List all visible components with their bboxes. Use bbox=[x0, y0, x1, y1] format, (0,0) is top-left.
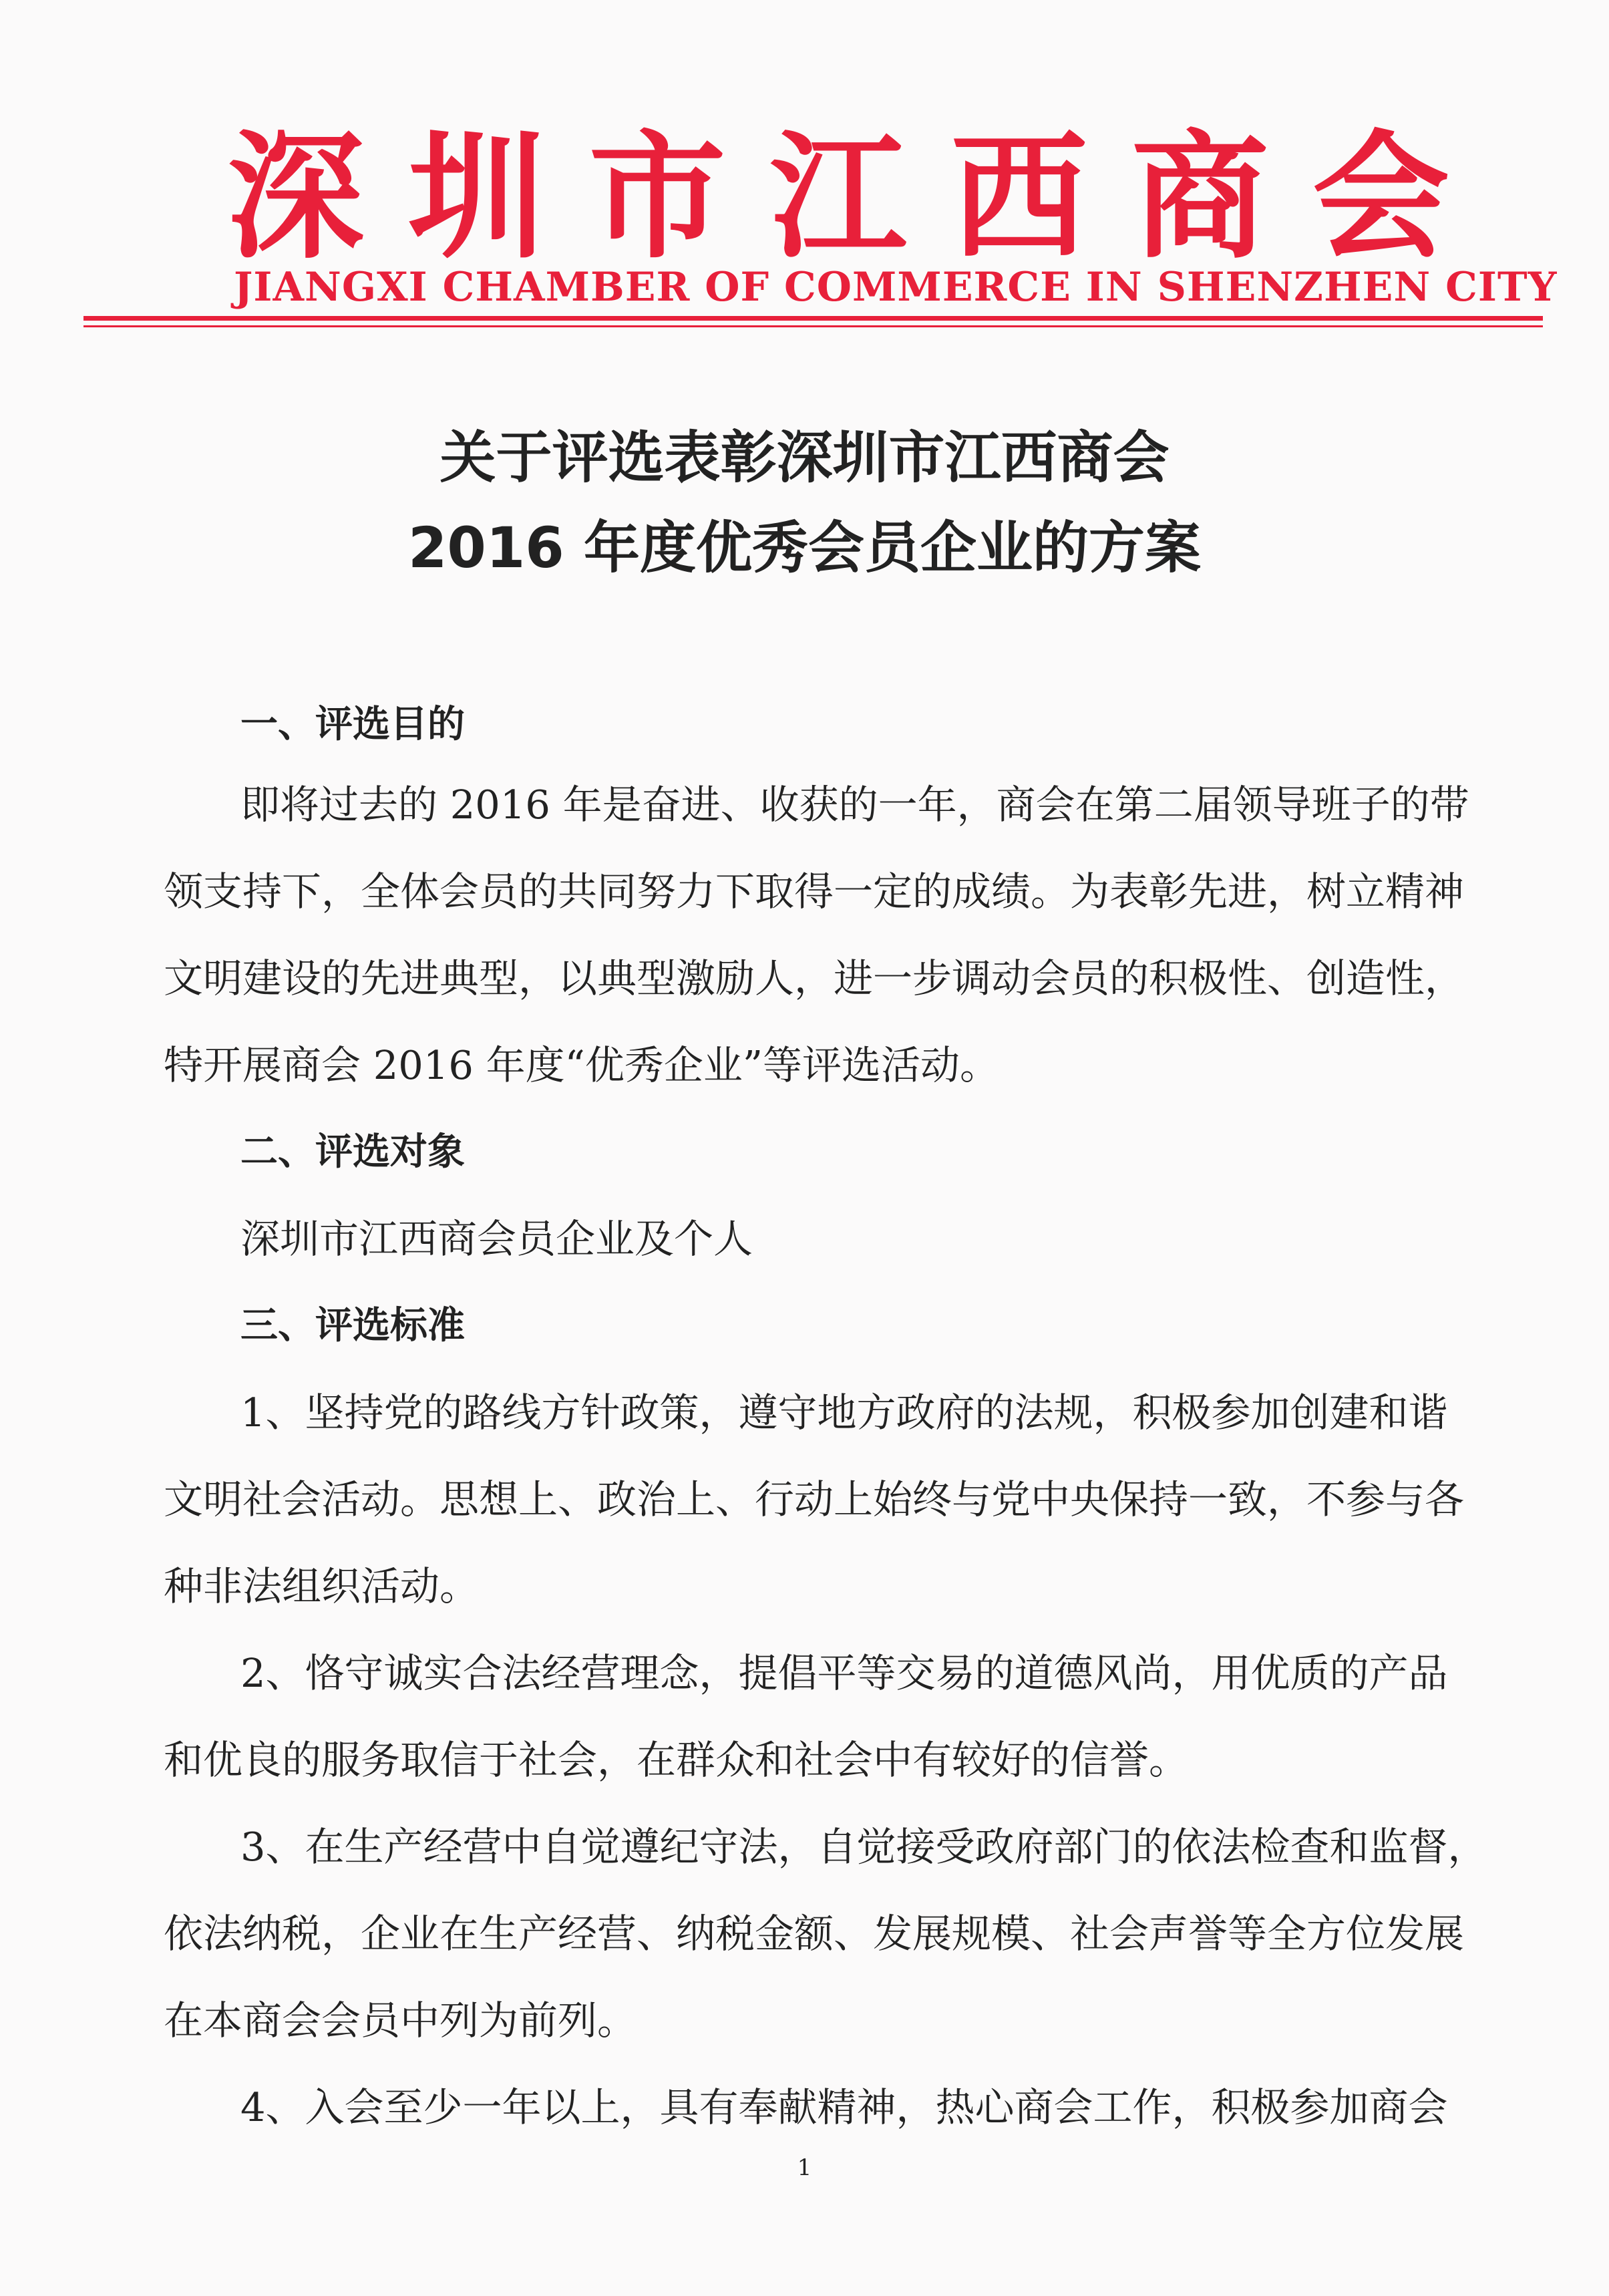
letterhead-char: 会 bbox=[1312, 117, 1449, 277]
section-heading-purpose: 一、评选目的 bbox=[240, 703, 465, 746]
criterion-line: 3、在生产经营中自觉遵纪守法，自觉接受政府部门的依法检查和监督， bbox=[240, 1824, 1487, 1870]
paragraph-line: 文明建设的先进典型，以典型激励人，进一步调动会员的积极性、创造性， bbox=[164, 955, 1465, 1001]
letterhead-divider-thin bbox=[83, 325, 1543, 327]
criterion-line: 4、入会至少一年以上，具有奉献精神，热心商会工作，积极参加商会 bbox=[240, 2084, 1448, 2130]
paragraph-line: 深圳市江西商会员企业及个人 bbox=[240, 1216, 753, 1262]
letterhead-english-name: JIANGXI CHAMBER OF COMMERCE IN SHENZHEN CITY bbox=[234, 264, 1558, 311]
section-heading-criteria: 三、评选标准 bbox=[240, 1304, 465, 1347]
letterhead-char: 圳 bbox=[407, 117, 545, 277]
letterhead-char: 江 bbox=[769, 117, 907, 277]
letterhead-char: 西 bbox=[950, 117, 1088, 277]
letterhead-org-name bbox=[227, 117, 1449, 277]
document-title-line-2: 2016 年度优秀会员企业的方案 bbox=[407, 515, 1202, 581]
criterion-line: 在本商会会员中列为前列。 bbox=[164, 1997, 637, 2043]
paragraph-line: 特开展商会 2016 年度“优秀企业”等评选活动。 bbox=[164, 1042, 999, 1088]
document-title-line-1: 关于评选表彰深圳市江西商会 bbox=[439, 425, 1170, 490]
criterion-line: 和优良的服务取信于社会，在群众和社会中有较好的信誉。 bbox=[164, 1737, 1189, 1783]
criterion-line: 1、坚持党的路线方针政策，遵守地方政府的法规，积极参加创建和谐 bbox=[240, 1389, 1448, 1436]
paragraph-line: 即将过去的 2016 年是奋进、收获的一年，商会在第二届领导班子的带 bbox=[240, 782, 1469, 828]
letterhead-char: 商 bbox=[1131, 117, 1269, 277]
criterion-line: 文明社会活动。思想上、政治上、行动上始终与党中央保持一致，不参与各 bbox=[164, 1476, 1465, 1522]
criterion-line: 依法纳税，企业在生产经营、纳税金额、发展规模、社会声誉等全方位发展 bbox=[164, 1911, 1465, 1957]
letterhead-char: 市 bbox=[588, 117, 726, 277]
criterion-line: 种非法组织活动。 bbox=[164, 1563, 480, 1609]
paragraph-line: 领支持下，全体会员的共同努力下取得一定的成绩。为表彰先进，树立精神 bbox=[164, 868, 1465, 915]
page-number: 1 bbox=[797, 2154, 812, 2181]
letterhead-divider-thick bbox=[83, 316, 1543, 321]
section-heading-targets: 二、评选对象 bbox=[240, 1130, 465, 1174]
letterhead-char: 深 bbox=[227, 117, 364, 277]
criterion-line: 2、恪守诚实合法经营理念，提倡平等交易的道德风尚，用优质的产品 bbox=[240, 1650, 1448, 1696]
